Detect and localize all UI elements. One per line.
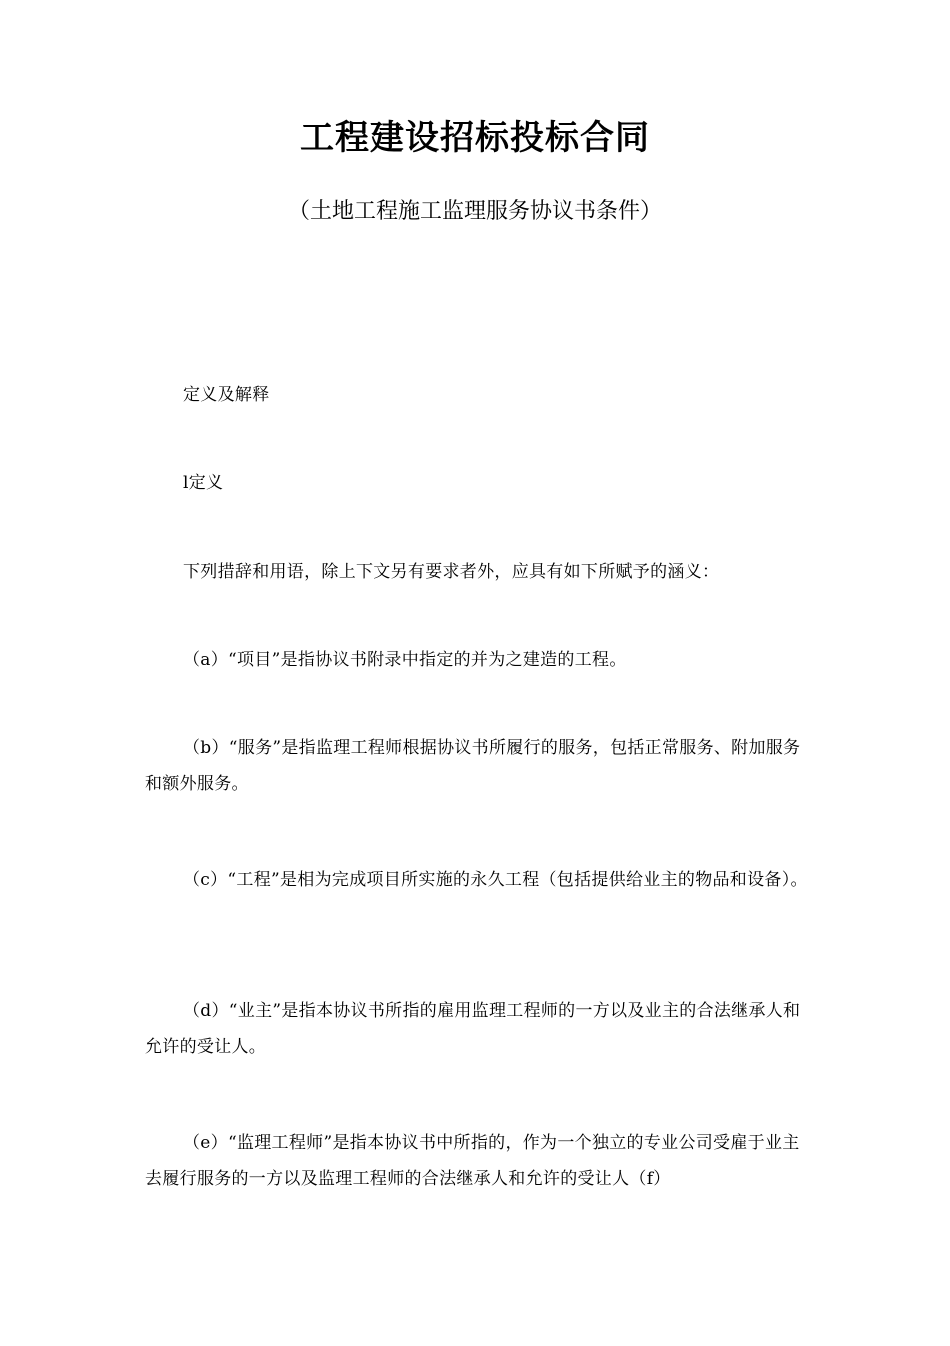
document-subtitle: （土地工程施工监理服务协议书条件） (287, 199, 662, 224)
definition-item-a: （a）“项目”是指协议书附录中指定的并为之建造的工程。 (183, 650, 627, 670)
section-heading-definitions: 定义及解释 (183, 385, 270, 405)
clause-1-definition: l定义 (183, 473, 224, 493)
definition-item-d: （d）“业主”是指本协议书所指的雇用监理工程师的一方以及业主的合法继承人和允许的受让人。 (145, 1001, 801, 1057)
document-title: 工程建设招标投标合同 (300, 118, 650, 158)
definition-item-c: （c）“工程”是相为完成项目所实施的永久工程（包括提供给业主的物品和设备）。 (183, 870, 808, 890)
definition-item-b: （b）“服务”是指监理工程师根据协议书所履行的服务，包括正常服务、附加服务和额外服务。 (145, 738, 801, 794)
definition-item-e: （e）“监理工程师”是指本协议书中所指的，作为一个独立的专业公司受雇于业主去履行服务的一方以及监理工程师的合法继承人和允许的受让人（f） (145, 1133, 800, 1189)
definition-intro-paragraph: 下列措辞和用语，除上下文另有要求者外，应具有如下所赋予的涵义： (183, 562, 720, 582)
